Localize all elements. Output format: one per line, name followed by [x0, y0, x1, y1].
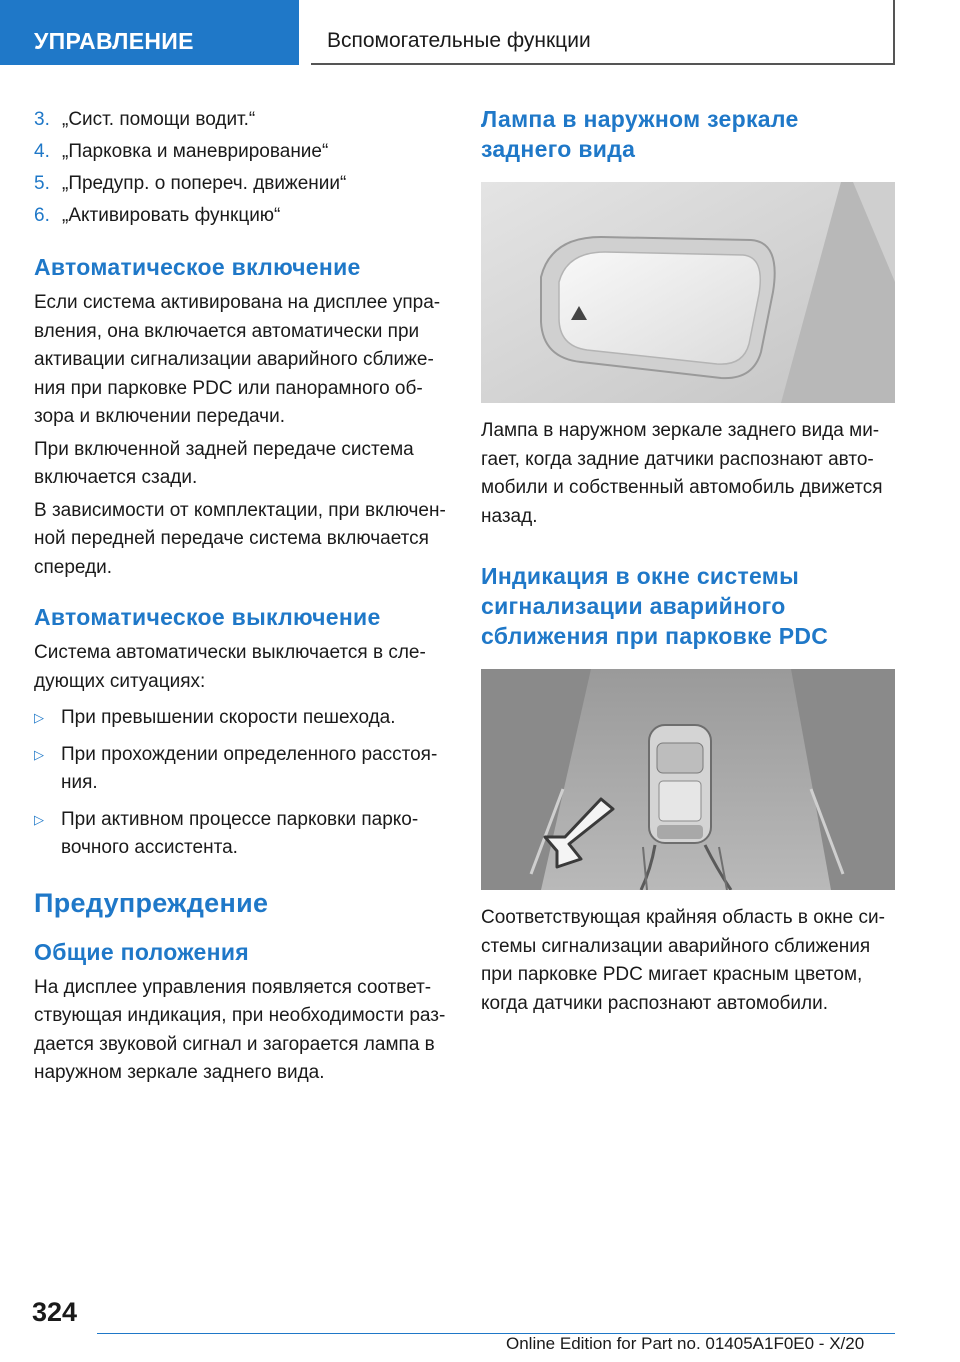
auto-off-heading: Автоматическое выключение — [34, 604, 381, 630]
pdc-image — [481, 669, 895, 890]
mirror-image — [481, 182, 895, 403]
auto-on-heading: Автоматическое включение — [34, 254, 361, 280]
mirror-caption: Лампа в наружном зеркале заднего вида ми-гает, когда задние датчики распознают авто-мобили и собственный автомобиль движется назад. — [481, 420, 883, 527]
chapter-title: Вспомогательные функции — [327, 29, 591, 52]
mirror-heading: Лампа в наружном зеркале заднего вида — [481, 106, 799, 162]
auto-on-paragraph: При включенной задней передаче система включается сзади. — [34, 438, 414, 488]
list-item: ▷ При прохождении определенного расстоя-ния. — [34, 741, 450, 798]
pdc-heading: Индикация в окне системы сигнализации аварийного сближения при парковке PDC — [481, 563, 829, 649]
section-title: УПРАВЛЕНИЕ — [34, 28, 194, 54]
list-item: 4. „Парковка и маневрирование“ — [34, 141, 329, 162]
section-tab — [0, 0, 299, 65]
triangle-bullet-icon: ▷ — [34, 746, 44, 762]
pdc-caption: Соответствующая крайняя область в окне си-стемы сигнализации аварийного сближения при парковке PDC мигает красным цветом, когда датчики распознают автомобили. — [481, 907, 885, 1014]
right-column — [481, 104, 895, 1018]
list-item: 6. „Активировать функцию“ — [34, 205, 281, 226]
left-column — [34, 104, 450, 1088]
numbered-list — [34, 104, 450, 232]
general-heading: Общие положения — [34, 938, 249, 965]
auto-off-bullets — [34, 704, 450, 863]
auto-off-intro: Система автоматически выключается в сле-дующих ситуациях: — [34, 642, 426, 692]
general-paragraph: На дисплее управления появляется соответ-ствующая индикация, при необходимости раз-дается звуковой сигнал и загорается лампа в наружном зеркале заднего вида. — [34, 976, 446, 1083]
edition-info: Online Edition for Part no. 01405A1F0E0 - X/20 — [506, 1334, 865, 1353]
list-item: ▷ При превышении скорости пешехода. — [34, 704, 450, 733]
triangle-bullet-icon: ▷ — [34, 710, 44, 725]
list-item: ▷ При активном процессе парковки парко-вочного ассистента. — [34, 806, 450, 863]
auto-on-paragraph: В зависимости от комплектации, при включен-ной передней передаче система включается спереди. — [34, 499, 446, 578]
chapter-header — [311, 0, 895, 65]
triangle-bullet-icon: ▷ — [34, 811, 44, 827]
list-item: 3. „Сист. помощи водит.“ — [34, 109, 256, 130]
page-number: 324 — [32, 1297, 78, 1327]
list-item: 5. „Предупр. о попереч. движении“ — [34, 173, 347, 194]
warning-heading: Предупреждение — [34, 887, 269, 918]
auto-on-paragraph: Если система активирована на дисплее упра-вления, она включается автоматически при активации сигнализации аварийного сближе-ния при парковке PDC или панорамного об-зора и включении передачи. — [34, 292, 441, 427]
